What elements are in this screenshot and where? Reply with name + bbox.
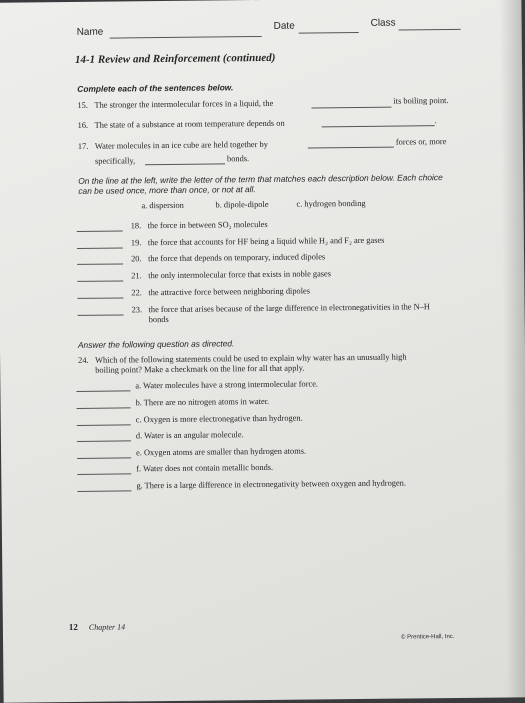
copyright-notice: © Prentice-Hall, Inc. [400, 634, 455, 641]
date-label: Date [273, 20, 295, 32]
name-line[interactable] [110, 36, 262, 39]
page-number: 12 [68, 621, 78, 633]
option-e: e. Oxygen atoms are smaller than hydrogen atoms. [136, 446, 307, 458]
option-g: g. There is a large difference in electronegativity between oxygen and hydrogen. [136, 478, 406, 491]
class-line[interactable] [399, 29, 461, 31]
item-18-text: the force in between SO₂ molecules [147, 219, 268, 231]
item-20-number: 20. [130, 254, 142, 264]
section2-instruction-1: On the line at the left, write the letter of the term that matches each description below. Each choice [78, 172, 443, 186]
q17-line2-end: bonds. [226, 154, 250, 164]
choice-a: a. dispersion [141, 200, 184, 211]
item-20-text: the force that depends on temporary, induced dipoles [147, 252, 326, 264]
q15-answer-line[interactable] [311, 107, 391, 109]
checkmark-line-f[interactable] [77, 473, 131, 475]
answer-line-21[interactable] [77, 280, 123, 281]
item-19-number: 19. [130, 238, 142, 248]
item-19-text: the force that accounts for HF being a liquid while H₂ and F₂ are gases [147, 235, 385, 248]
q16-number: 16. [77, 120, 89, 130]
checkmark-line-e[interactable] [77, 457, 131, 459]
q17-text: Water molecules in an ice cube are held together by [94, 139, 268, 151]
date-line[interactable] [299, 32, 359, 34]
checkmark-line-c[interactable] [77, 424, 131, 426]
option-f: f. Water does not contain metallic bonds. [136, 462, 274, 474]
item-23-text: the force that arises because of the large difference in electronegativities in the N–H [148, 302, 430, 315]
q17-end: forces or, more [395, 137, 447, 147]
answer-line-22[interactable] [77, 297, 123, 298]
page-title: 14-1 Review and Reinforcement (continued) [74, 51, 276, 66]
page-shadow [499, 0, 525, 697]
q17-answer-line-2[interactable] [145, 163, 225, 165]
item-21-number: 21. [131, 271, 142, 281]
option-a: a. Water molecules have a strong intermolecular force. [135, 379, 319, 391]
choice-c: c. hydrogen bonding [296, 198, 366, 209]
answer-line-20[interactable] [77, 263, 123, 264]
section2-instruction-2: can be used once, more than once, or not at all. [78, 184, 256, 196]
item-23-number: 23. [131, 305, 143, 315]
q24-line1: Which of the following statements could be used to explain why water has an unusually high [95, 352, 407, 365]
class-label: Class [370, 17, 396, 29]
choice-b: b. dipole-dipole [215, 199, 269, 210]
q15-end: its boiling point. [393, 96, 449, 106]
q16-answer-line[interactable] [322, 125, 435, 127]
q15-text: The stronger the intermolecular forces in a liquid, the [94, 98, 274, 110]
q17-answer-line-1[interactable] [308, 147, 394, 149]
name-label: Name [76, 26, 104, 38]
q17-line2-start: specifically, [94, 156, 136, 166]
checkmark-line-d[interactable] [77, 440, 131, 442]
q16-text: The state of a substance at room temperature depends on [94, 118, 285, 130]
q24-number: 24. [78, 355, 89, 365]
item-23-text-continued: bonds [148, 314, 169, 325]
item-18-number: 18. [130, 221, 142, 231]
q16-end: . [434, 116, 437, 126]
option-d: d. Water is an angular molecule. [135, 430, 244, 441]
answer-line-18[interactable] [77, 230, 123, 231]
answer-line-19[interactable] [77, 247, 123, 248]
section1-instruction: Complete each of the sentences below. [77, 82, 234, 94]
q24-line2: boiling point? Make a checkmark on the line for all that apply. [95, 363, 305, 375]
item-21-text: the only intermolecular force that exists in noble gases [148, 269, 332, 281]
section3-instruction: Answer the following question as directed. [77, 338, 235, 350]
checkmark-line-b[interactable] [77, 407, 131, 409]
checkmark-line-a[interactable] [76, 390, 130, 392]
answer-line-23[interactable] [78, 314, 124, 315]
item-22-number: 22. [131, 288, 142, 298]
q15-number: 15. [77, 100, 88, 110]
item-22-text: the attractive force between neighboring dipoles [148, 286, 311, 298]
q17-number: 17. [77, 141, 89, 151]
checkmark-line-g[interactable] [77, 490, 131, 492]
option-b: b. There are no nitrogen atoms in water. [135, 396, 270, 408]
chapter-label: Chapter 14 [88, 622, 126, 632]
option-c: c. Oxygen is more electronegative than hydrogen. [135, 413, 303, 425]
